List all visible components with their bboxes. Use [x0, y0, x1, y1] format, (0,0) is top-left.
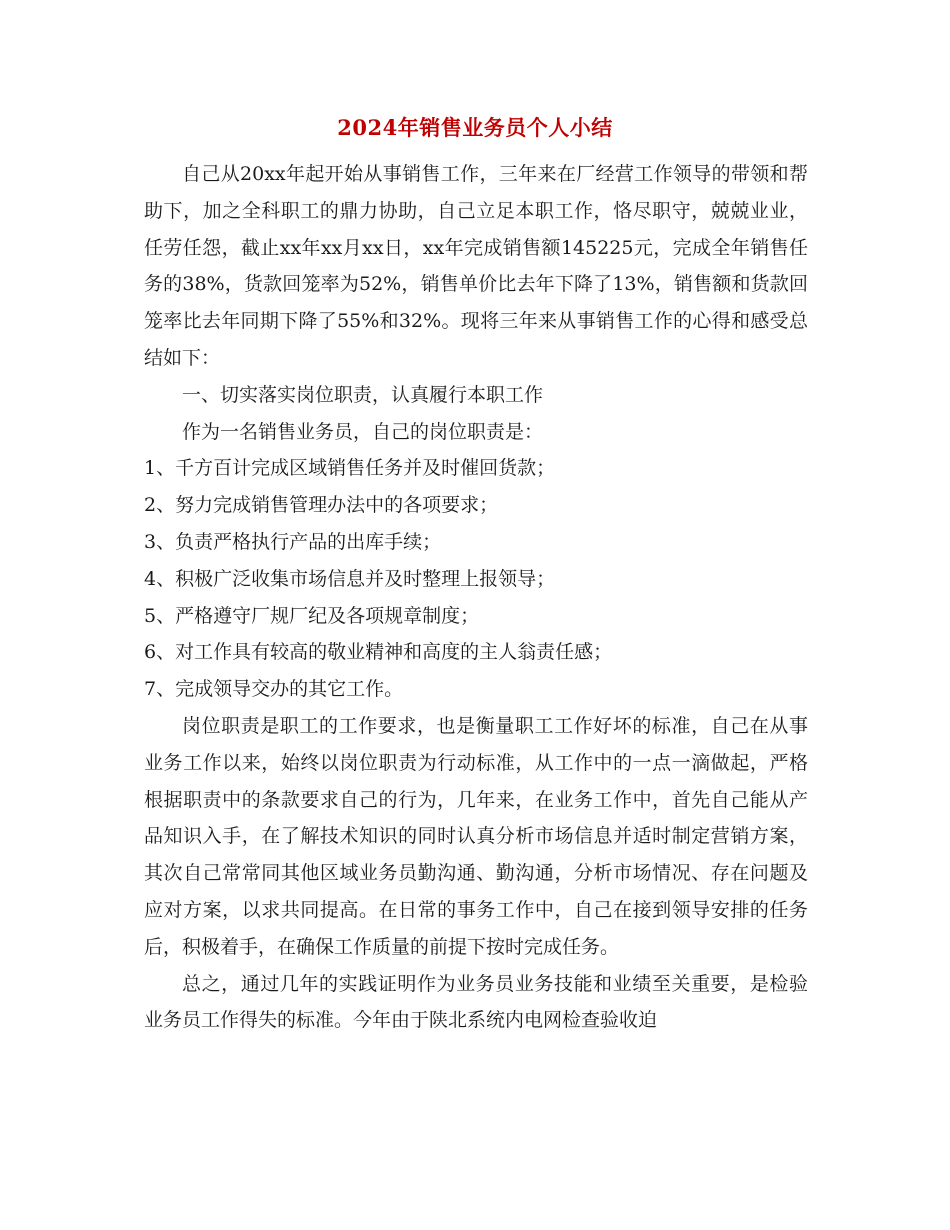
duty-item-6: 6、对工作具有较高的敬业精神和高度的主人翁责任感；: [144, 641, 613, 664]
document-title: 2024年销售业务员个人小结: [337, 115, 613, 140]
duty-item-4: 4、积极广泛收集市场信息并及时整理上报领导；: [144, 567, 556, 590]
duty-item-1: 1、千方百计完成区域销售任务并及时催回货款；: [144, 457, 556, 480]
document-body: [144, 156, 808, 1039]
duty-item-5: 5、严格遵守厂规厂纪及各项规章制度；: [144, 604, 480, 627]
summary-paragraph: 总之，通过几年的实践证明作为业务员业务技能和业绩至关重要，是检验业务员工作得失的标准。今年由于陕北系统内电网检查验收迫: [144, 972, 808, 1032]
section-heading-1: 一、切实落实岗位职责，认真履行本职工作: [182, 383, 544, 406]
intro-paragraph: 自己从20xx年起开始从事销售工作，三年来在厂经营工作领导的带领和帮助下，加之全科职工的鼎力协助，自己立足本职工作，恪尽职守，兢兢业业，任劳任怨，截止xx年xx月xx日，xx年完成销售额145225元，完成全年销售任务的38%，货款回笼率为52%，销售单价比去年下降了13%，销售额和货款回笼率比去年同期下降了55%和32%。现将三年来从事销售工作的心得和感受总结如下：: [144, 163, 808, 369]
duty-item-3: 3、负责严格执行产品的出库手续；: [144, 530, 442, 553]
duty-item-7: 7、完成领导交办的其它工作。: [144, 678, 404, 701]
duties-discussion-paragraph: 岗位职责是职工的工作要求，也是衡量职工工作好坏的标准，自己在从事业务工作以来，始终以岗位职责为行动标准，从工作中的一点一滴做起，严格根据职责中的条款要求自己的行为，几年来，在业务工作中，首先自己能从产品知识入手，在了解技术知识的同时认真分析市场信息并适时制定营销方案，其次自己常常同其他区域业务员勤沟通、勤沟通，分析市场情况、存在问题及应对方案，以求共同提高。在日常的事务工作中，自己在接到领导安排的任务后，积极着手，在确保工作质量的前提下按时完成任务。: [144, 714, 808, 958]
duty-item-2: 2、努力完成销售管理办法中的各项要求；: [144, 494, 499, 517]
duties-intro: 作为一名销售业务员，自己的岗位职责是：: [182, 420, 544, 443]
